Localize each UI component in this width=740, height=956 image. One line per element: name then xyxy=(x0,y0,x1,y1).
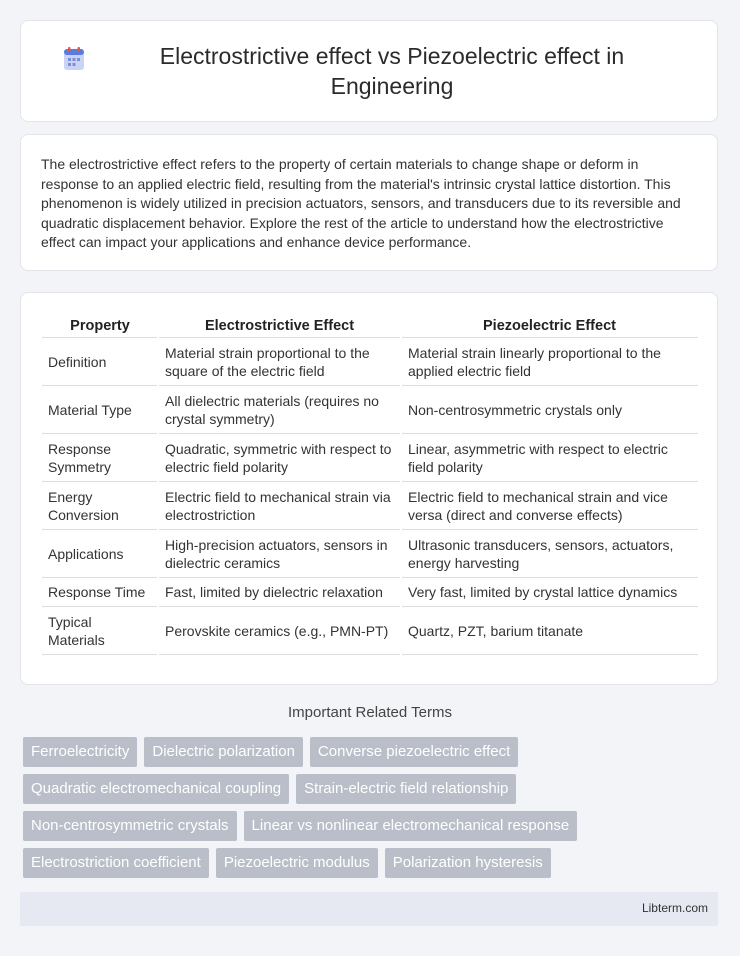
table-cell: Perovskite ceramics (e.g., PMN-PT) xyxy=(158,607,401,655)
table-cell: Material strain proportional to the square of the electric field xyxy=(158,338,401,386)
table-cell: Applications xyxy=(42,530,158,578)
table-row xyxy=(42,482,698,530)
table-row xyxy=(42,578,698,607)
table-cell: Very fast, limited by crystal lattice dynamics xyxy=(401,578,698,607)
related-term-tag[interactable]: Quadratic electromechanical coupling xyxy=(23,774,289,804)
table-row xyxy=(42,338,698,386)
table-row xyxy=(42,530,698,578)
table-header-row xyxy=(42,315,698,338)
table-cell: Definition xyxy=(42,338,158,386)
table-row xyxy=(42,434,698,482)
table-cell: Ultrasonic transducers, sensors, actuators, energy harvesting xyxy=(401,530,698,578)
related-term-tag[interactable]: Strain-electric field relationship xyxy=(296,774,516,804)
related-term-tag[interactable]: Linear vs nonlinear electromechanical response xyxy=(244,811,578,841)
column-header: Electrostrictive Effect xyxy=(158,315,401,338)
related-term-tag[interactable]: Dielectric polarization xyxy=(144,737,303,767)
related-terms-list xyxy=(23,737,723,885)
related-term-tag[interactable]: Non-centrosymmetric crystals xyxy=(23,811,237,841)
intro-card xyxy=(20,134,718,271)
intro-text: The electrostrictive effect refers to the property of certain materials to change shape or deform in response to an applied electric field, resulting from the material's intrinsic crystal lattice distortion. This phenomenon is widely utilized in precision actuators, sensors, and transducers due to its reversible and quadratic displacement behavior. Explore the rest of the article to understand how the electrostrictive effect can impact your applications and enhance device performance. xyxy=(41,156,681,250)
footer-site-link[interactable]: Libterm.com xyxy=(641,901,708,915)
table-cell: Quadratic, symmetric with respect to electric field polarity xyxy=(158,434,401,482)
table-cell: Material strain linearly proportional to the applied electric field xyxy=(401,338,698,386)
related-term-tag[interactable]: Ferroelectricity xyxy=(23,737,137,767)
table-cell: Linear, asymmetric with respect to electric field polarity xyxy=(401,434,698,482)
related-term-tag[interactable]: Converse piezoelectric effect xyxy=(310,737,518,767)
table-cell: Energy Conversion xyxy=(42,482,158,530)
table-cell: Fast, limited by dielectric relaxation xyxy=(158,578,401,607)
related-term-tag[interactable]: Polarization hysteresis xyxy=(385,848,551,878)
table-cell: All dielectric materials (requires no crystal symmetry) xyxy=(158,386,401,434)
table-cell: High-precision actuators, sensors in dielectric ceramics xyxy=(158,530,401,578)
table-cell: Electric field to mechanical strain and vice versa (direct and converse effects) xyxy=(401,482,698,530)
related-term-tag[interactable]: Electrostriction coefficient xyxy=(23,848,209,878)
table-cell: Material Type xyxy=(42,386,158,434)
table-cell: Response Time xyxy=(42,578,158,607)
table-cell: Quartz, PZT, barium titanate xyxy=(401,607,698,655)
header-card xyxy=(20,20,718,122)
column-header: Piezoelectric Effect xyxy=(401,315,698,338)
table-cell: Typical Materials xyxy=(42,607,158,655)
comparison-table-card xyxy=(20,292,718,685)
related-terms-title: Important Related Terms xyxy=(288,704,452,721)
table-cell: Response Symmetry xyxy=(42,434,158,482)
document-icon xyxy=(61,46,87,72)
table-cell: Electric field to mechanical strain via electrostriction xyxy=(158,482,401,530)
related-term-tag[interactable]: Piezoelectric modulus xyxy=(216,848,378,878)
table-row xyxy=(42,607,698,655)
footer xyxy=(20,892,718,926)
table-cell: Non-centrosymmetric crystals only xyxy=(401,386,698,434)
page-title: Electrostrictive effect vs Piezoelectric effect in Engineering xyxy=(159,43,625,99)
comparison-table xyxy=(42,315,698,655)
column-header: Property xyxy=(42,315,158,338)
table-row xyxy=(42,386,698,434)
